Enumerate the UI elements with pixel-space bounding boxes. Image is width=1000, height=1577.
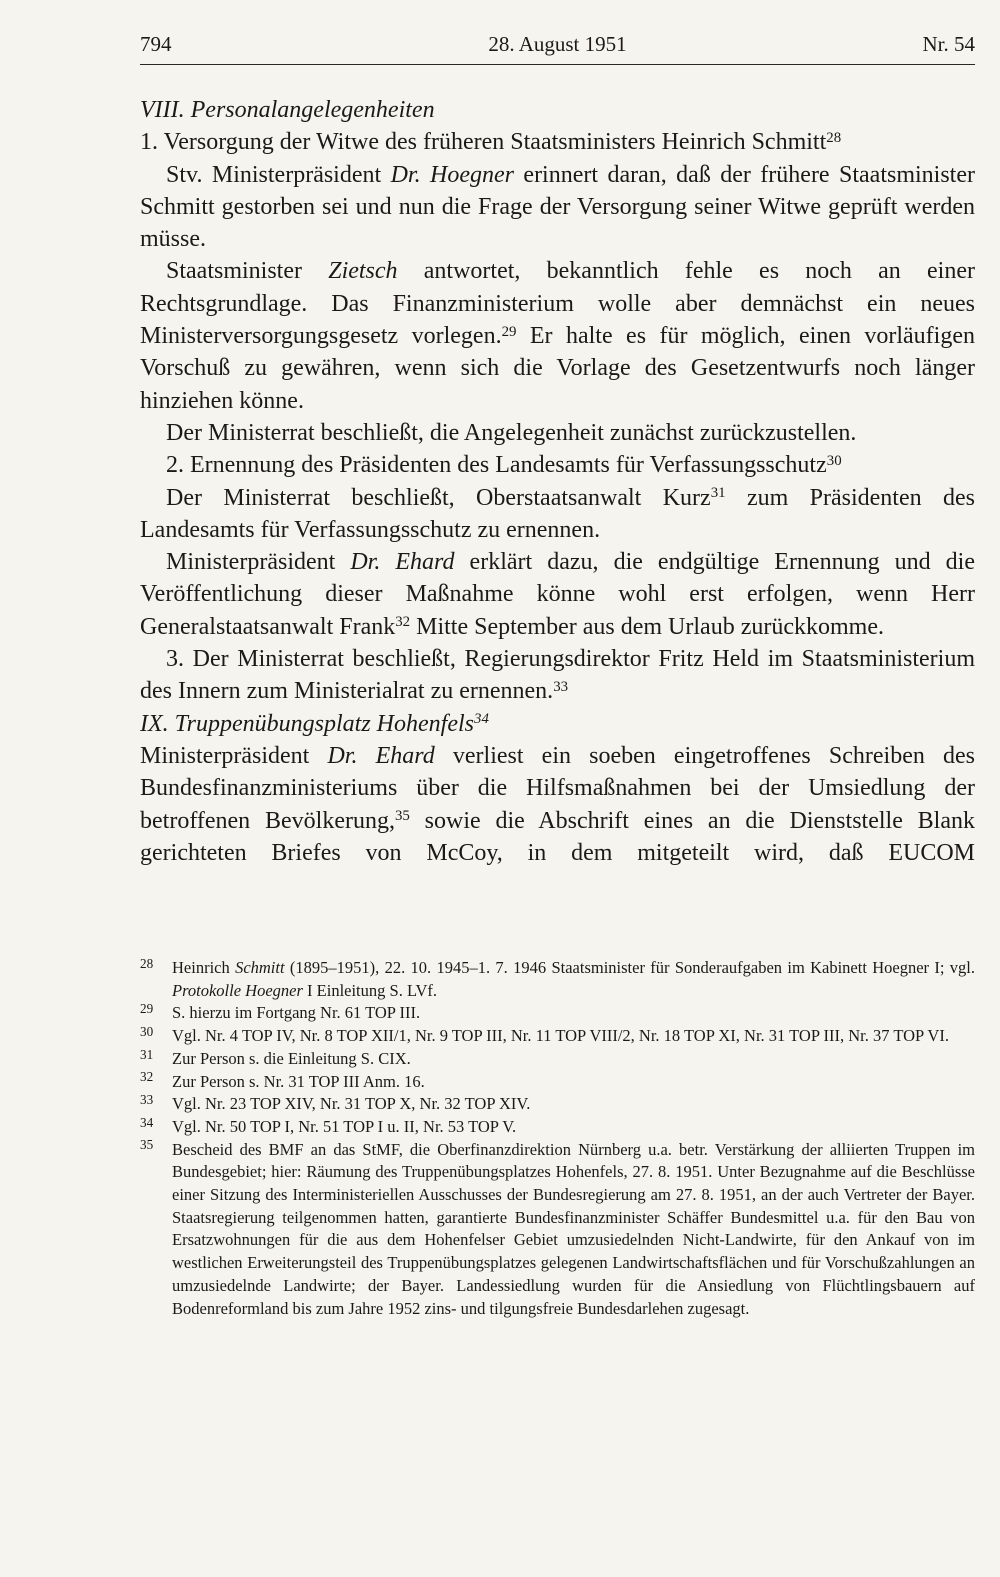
footnote-ref-31[interactable]: 31: [710, 485, 726, 502]
paragraph-ehard-2: Ministerpräsident Dr. Ehard verliest ein soeben eingetroffenes Schreiben des Bundesfinanzministeriums über die Hilfsmaßnahmen bei der Umsiedlung der betroffenen Bevölkerung,$^{35}$ sowie die Abschrift eines an die Dienststelle Blank gerichteten Briefes von McCoy, in dem mitgeteilt wird, daß EUCOM: [140, 742, 976, 866]
agenda-item-1: 1. Versorgung der Witwe des früheren Staatsministers Heinrich Schmitt$^{28}$: [140, 129, 842, 156]
running-header: [140, 30, 975, 65]
paragraph-resolution-3: 3. Der Ministerrat beschließt, Regierungsdirektor Fritz Held im Staatsministerium des Innern zum Ministerialrat zu ernennen.$^{33}$: [140, 646, 975, 705]
section-heading-ix: IX. Truppenübungsplatz Hohenfels$^{34}$: [140, 710, 489, 737]
person-name: Dr. Ehard: [350, 549, 455, 576]
footnote-ref-30[interactable]: 30: [826, 452, 842, 469]
paragraph-resolution-1: Der Ministerrat beschließt, die Angelegenheit zunächst zurückzustellen.: [166, 419, 857, 446]
agenda-item-2: 2. Ernennung des Präsidenten des Landesamts für Verfassungsschutz$^{30}$: [166, 452, 842, 479]
footnote-number: 28: [140, 955, 154, 971]
footnote-ref-28[interactable]: 28: [826, 129, 842, 146]
header-date: 28. August 1951: [488, 32, 627, 56]
footnote-31: $^{31}$ Zur Person s. die Einleitung S. CIX.: [140, 1046, 411, 1068]
person-name: Zietsch: [328, 258, 398, 285]
footnote-number: 34: [140, 1114, 154, 1130]
footnote-ref-32[interactable]: 32: [395, 614, 411, 631]
main-text: [140, 94, 975, 869]
paragraph-zietsch: Staatsminister Zietsch antwortet, bekanntlich fehle es noch an einer Rechtsgrundlage. Das Finanzministerium wolle aber demnächst ein neues Ministerversorgungsgesetz vorlegen.$^{29}$ Er halte es für möglich, einen vorläufigen Vorschuß zu gewähren, wenn sich die Vorlage des Gesetzentwurfs noch länger hinziehen könne.: [140, 258, 975, 414]
footnote-29: $^{29}$ S. hierzu im Fortgang Nr. 61 TOP III.: [140, 1001, 421, 1023]
person-name: Dr. Hoegner: [390, 161, 514, 188]
footnote-35: $^{35}$ Bescheid des BMF an das StMF, die Oberfinanzdirektion Nürnberg u.a. betr. Verstärkung der alliierten Truppen im Bundesgebiet; hier: Räumung des Truppenübungsplatzes Hohenfels, 27. 8. 1951. Unter Bezugnahme auf die Beschlüsse einer Sitzung des Interministeriellen Ausschusses der Bundesregierung am 27. 8. 1951, an der auch Vertreter der Bayer. Staatsregierung teilgenommen hatten, garantierte Bundesfinanzminister Schäffer Bundesmittel u.a. für den Bau von Ersatzwohnungen für die aus dem Hohenfelser Gebiet umzusiedelnden Nicht-Landwirte, für den Ankauf von im westlichen Erweiterungsteil des Truppenübungsplatzes gelegenen Landwirtschaftsflächen und für Vorschußzahlungen an umzusiedelnde Landwirte; der Bayer. Landessiedlung wurden für die Ansiedlung von Flüchtlingsbauern auf Bodenreformland bis zum Jahre 1952 zins- und tilgungsfreie Bundesdarlehen zugesagt.: [140, 1137, 975, 1318]
footnote-ref-33[interactable]: 33: [553, 678, 569, 695]
footnotes: [140, 957, 975, 1320]
header-document-number: Nr. 54: [922, 32, 975, 56]
paragraph-ehard-1: Ministerpräsident Dr. Ehard erklärt dazu, die endgültige Ernennung und die Veröffentlichung dieser Maßnahme könne wohl erst erfolgen, wenn Herr Generalstaatsanwalt Frank$^{32}$ Mitte September aus dem Urlaub zurückkomme.: [140, 549, 975, 640]
paragraph-resolution-2: Der Ministerrat beschließt, Oberstaatsanwalt Kurz$^{31}$ zum Präsidenten des Landesamts für Verfassungsschutz zu ernennen.: [140, 484, 975, 543]
footnote-33: $^{33}$ Vgl. Nr. 23 TOP XIV, Nr. 31 TOP X, Nr. 32 TOP XIV.: [140, 1091, 531, 1114]
person-name: Dr. Ehard: [327, 742, 435, 769]
footnote-number: 32: [140, 1069, 154, 1085]
footnote-number: 29: [140, 1001, 154, 1017]
footnote-28: $^{28}$ Heinrich Schmitt (1895–1951), 22. 10. 1945–1. 7. 1946 Staatsminister für Sonderaufgaben im Kabinett Hoegner I; vgl. Protokolle Hoegner I Einleitung S. LVf.: [140, 955, 975, 1000]
footnote-34: $^{34}$ Vgl. Nr. 50 TOP I, Nr. 51 TOP I u. II, Nr. 53 TOP V.: [140, 1114, 517, 1136]
footnote-ref-35[interactable]: 35: [394, 808, 410, 825]
header-page-number: 794: [140, 32, 172, 56]
footnote-32: $^{32}$ Zur Person s. Nr. 31 TOP III Anm. 16.: [140, 1069, 425, 1091]
footnote-number: 33: [140, 1091, 154, 1107]
paragraph-hoegner: Stv. Ministerpräsident Dr. Hoegner erinnert daran, daß der frühere Staatsminister Schmitt gestorben sei und nun die Frage der Versorgung seiner Witwe geprüft werden müsse.: [140, 161, 975, 253]
footnote-30: $^{30}$ Vgl. Nr. 4 TOP IV, Nr. 8 TOP XII/1, Nr. 9 TOP III, Nr. 11 TOP VIII/2, Nr. 18 TOP XI, Nr. 31 TOP III, Nr. 37 TOP VI.: [140, 1023, 949, 1046]
footnote-number: 31: [140, 1046, 154, 1062]
section-heading-viii: VIII. Personalangelegenheiten: [140, 97, 435, 123]
footnote-number: 30: [140, 1023, 154, 1039]
footnote-ref-34[interactable]: 34: [474, 711, 489, 728]
footnote-ref-29[interactable]: 29: [501, 323, 517, 340]
footnote-number: 35: [140, 1137, 154, 1153]
